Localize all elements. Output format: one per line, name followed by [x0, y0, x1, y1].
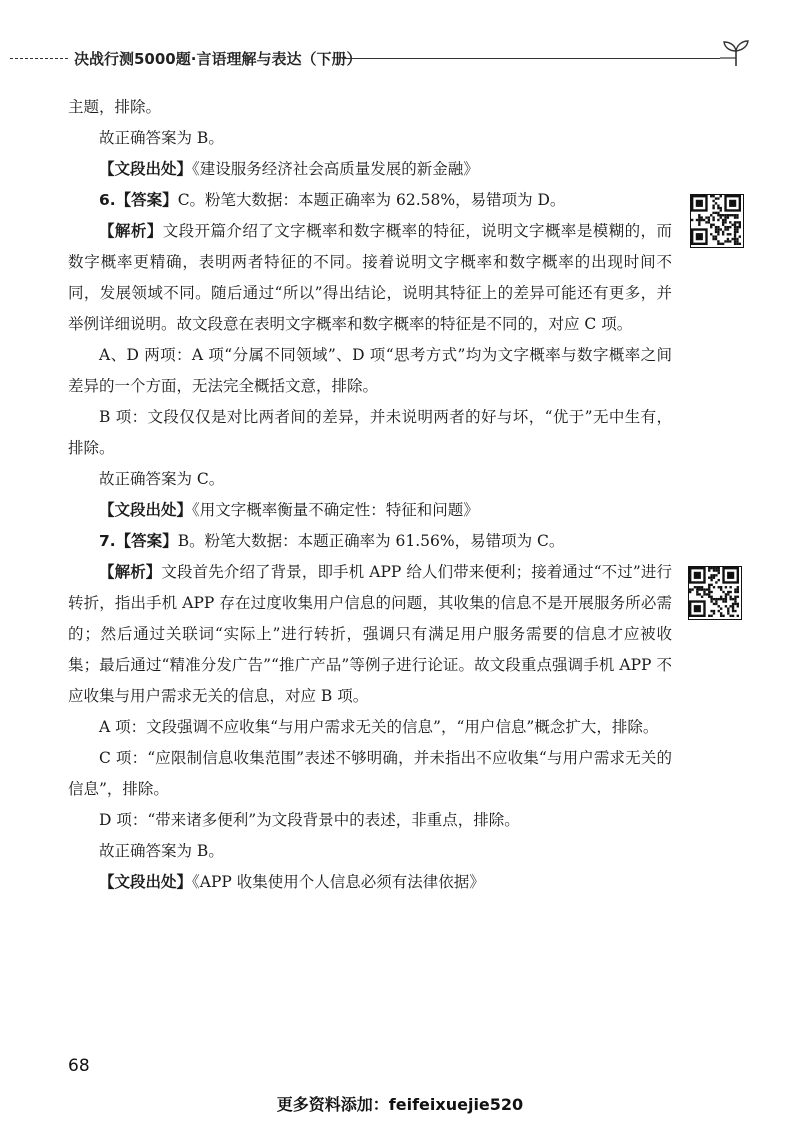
paragraph: [68, 867, 672, 898]
footer-note: 更多资料添加：feifeixuejie520: [276, 1095, 524, 1114]
section-label: 【解析】: [99, 222, 163, 240]
paragraph: [68, 123, 672, 154]
paragraph: [68, 154, 672, 185]
paragraph-text: 故正确答案为 B。: [99, 842, 224, 860]
paragraph: [68, 526, 672, 557]
section-label: 7.【答案】: [99, 532, 178, 550]
qr-code-icon[interactable]: [688, 566, 742, 620]
header-dashed-line: [10, 58, 68, 59]
paragraph: [68, 712, 672, 743]
page-header: [0, 44, 800, 74]
book-title: 决战行测5000题·言语理解与表达（下册）: [74, 50, 362, 68]
section-label: 【文段出处】: [99, 160, 193, 178]
paragraph-text: C 项：“应限制信息收集范围”表述不够明确，并未指出不应收集“与用户需求无关的信息”，排除。: [68, 749, 672, 798]
paragraph-text: 文段首先介绍了背景，即手机 APP 给人们带来便利；接着通过“不过”进行转折，指出手机 APP 存在过度收集用户信息的问题，其收集的信息不是开展服务所必需的；然后通过关联词“实际上”进行转折，强调只有满足用户服务需要的信息才应被收集；最后通过“精准分发广告”“推广产品”等例子进行论证。故文段重点强调手机 APP 不应收集与用户需求无关的信息，对应 B 项。: [68, 563, 672, 705]
paragraph: [68, 805, 672, 836]
paragraph: [68, 836, 672, 867]
paragraph-text: 故正确答案为 B。: [99, 129, 224, 147]
header-rule: [342, 58, 720, 59]
paragraph-text: B。粉笔大数据：本题正确率为 61.56%，易错项为 C。: [177, 532, 565, 550]
paragraph-text: D 项：“带来诸多便利”为文段背景中的表述，非重点，排除。: [99, 811, 520, 829]
paragraph-text: B 项：文段仅仅是对比两者间的差异，并未说明两者的好与坏，“优于”无中生有，排除。: [68, 408, 672, 457]
section-label: 6.【答案】: [99, 191, 178, 209]
paragraph: [68, 402, 672, 464]
sprout-icon: [720, 38, 752, 68]
paragraph-text: 文段开篇介绍了文字概率和数字概率的特征，说明文字概率是模糊的，而数字概率更精确，表明两者特征的不同。接着说明文字概率和数字概率的出现时间不同，发展领域不同。随后通过“所以”得出结论，说明其特征上的差异可能还有更多，并举例详细说明。故文段意在表明文字概率和数字概率的特征是不同的，对应 C 项。: [68, 222, 672, 333]
paragraph-text: A 项：文段强调不应收集“与用户需求无关的信息”，“用户信息”概念扩大，排除。: [99, 718, 659, 736]
paragraph-text: 《用文字概率衡量不确定性：特征和问题》: [192, 501, 479, 519]
paragraph-text: 故正确答案为 C。: [99, 470, 225, 488]
paragraph: [68, 557, 672, 712]
paragraph-text: 主题，排除。: [68, 98, 162, 116]
paragraph-text: A、D 两项：A 项“分属不同领域”、D 项“思考方式”均为文字概率与数字概率之间差异的一个方面，无法完全概括文意，排除。: [68, 346, 672, 395]
paragraph: [68, 216, 672, 340]
section-label: 【文段出处】: [99, 873, 193, 891]
paragraph: [68, 92, 672, 123]
page-number: 68: [68, 1056, 90, 1076]
paragraph: [68, 464, 672, 495]
paragraph: [68, 495, 672, 526]
paragraph: [68, 340, 672, 402]
paragraph: [68, 743, 672, 805]
paragraph-text: 《建设服务经济社会高质量发展的新金融》: [192, 160, 479, 178]
section-label: 【解析】: [99, 563, 162, 581]
paragraph-text: C。粉笔大数据：本题正确率为 62.58%，易错项为 D。: [177, 191, 566, 209]
qr-code-icon[interactable]: [690, 194, 744, 248]
paragraph: [68, 185, 672, 216]
section-label: 【文段出处】: [99, 501, 193, 519]
answer-explanation-body: [68, 92, 672, 898]
paragraph-text: 《APP 收集使用个人信息必须有法律依据》: [192, 873, 485, 891]
